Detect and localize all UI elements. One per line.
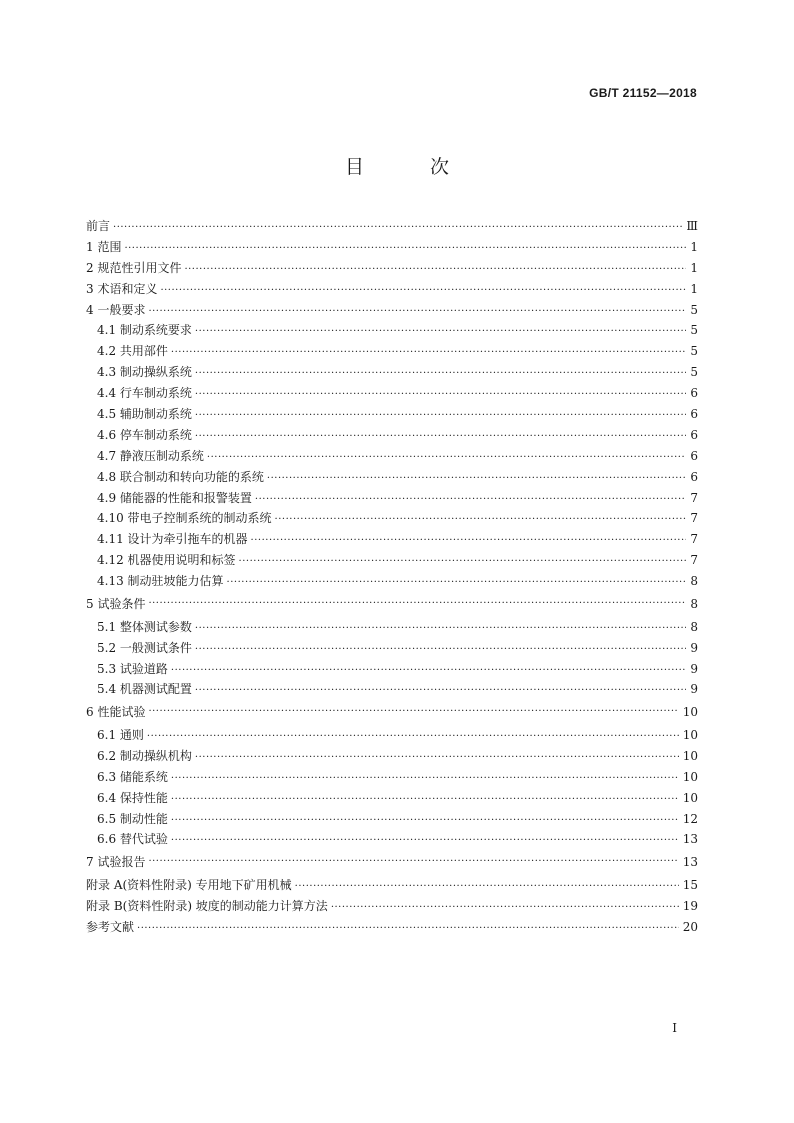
toc-entry[interactable] bbox=[86, 767, 698, 788]
toc-entry-page: 1 bbox=[690, 281, 698, 296]
toc-entry-page: 9 bbox=[690, 640, 698, 655]
toc-entry-title: 7 试验报告 bbox=[86, 855, 146, 870]
toc-entry-page: 6 bbox=[690, 448, 698, 463]
dot-leader bbox=[195, 406, 686, 427]
toc-entry[interactable] bbox=[86, 362, 698, 383]
toc-entry-title: 4.2 共用部件 bbox=[97, 344, 168, 359]
toc-entry-page: 6 bbox=[690, 407, 698, 422]
toc-entry-title: 5.2 一般测试条件 bbox=[97, 640, 192, 655]
toc-entry[interactable] bbox=[86, 788, 698, 809]
dot-leader bbox=[195, 748, 679, 769]
toc-entry[interactable] bbox=[86, 258, 698, 279]
toc-entry[interactable] bbox=[86, 300, 698, 321]
dot-leader bbox=[171, 790, 679, 811]
dot-leader bbox=[331, 898, 679, 919]
toc-entry[interactable] bbox=[86, 850, 698, 875]
toc-entry-title: 4.4 行车制动系统 bbox=[97, 386, 192, 401]
dot-leader bbox=[295, 877, 679, 898]
toc-entry-title: 6.1 通则 bbox=[97, 727, 144, 742]
toc-entry-title: 附录 A(资料性附录) 专用地下矿用机械 bbox=[86, 878, 292, 892]
dot-leader bbox=[195, 427, 686, 448]
toc-entry-title: 5 试验条件 bbox=[86, 597, 146, 612]
toc-entry-page: 5 bbox=[690, 323, 698, 338]
dot-leader bbox=[195, 640, 686, 661]
document-code: GB/T 21152—2018 bbox=[589, 86, 697, 100]
toc-entry-page: 6 bbox=[690, 469, 698, 484]
toc-entry-title: 6.5 制动性能 bbox=[97, 811, 168, 826]
toc-entry-title: 4.8 联合制动和转向功能的系统 bbox=[97, 469, 264, 484]
toc-entry-page: 20 bbox=[682, 919, 698, 934]
dot-leader bbox=[148, 850, 678, 875]
dot-leader bbox=[195, 364, 686, 385]
toc-entry[interactable] bbox=[86, 488, 698, 509]
toc-entry-page: 10 bbox=[682, 769, 698, 784]
dot-leader bbox=[184, 260, 686, 281]
table-of-contents bbox=[86, 216, 698, 938]
toc-entry-page: 6 bbox=[690, 427, 698, 442]
dot-leader bbox=[207, 448, 686, 469]
dot-leader bbox=[195, 681, 686, 702]
toc-entry-title: 4.7 静液压制动系统 bbox=[97, 448, 204, 463]
toc-entry-page: 15 bbox=[682, 878, 698, 892]
toc-entry[interactable] bbox=[86, 700, 698, 725]
page-title: 目 次 bbox=[344, 156, 480, 178]
toc-entry-page: 19 bbox=[682, 898, 698, 913]
toc-entry-page: 8 bbox=[690, 574, 698, 589]
toc-entry[interactable] bbox=[86, 320, 698, 341]
toc-entry-title: 5.4 机器测试配置 bbox=[97, 682, 192, 697]
dot-leader bbox=[137, 919, 679, 940]
toc-entry[interactable] bbox=[86, 746, 698, 767]
toc-entry-title: 附录 B(资料性附录) 坡度的制动能力计算方法 bbox=[86, 898, 328, 913]
toc-entry-page: 10 bbox=[682, 748, 698, 763]
dot-leader bbox=[171, 661, 686, 682]
toc-entry-title: 5.1 整体测试参数 bbox=[97, 619, 192, 634]
toc-entry-page: 7 bbox=[690, 553, 698, 568]
dot-leader bbox=[267, 469, 686, 490]
toc-entry-title: 6.6 替代试验 bbox=[97, 832, 168, 847]
toc-entry-page: 10 bbox=[682, 705, 698, 720]
toc-entry-title: 4.13 制动驻坡能力估算 bbox=[97, 574, 224, 589]
dot-leader bbox=[251, 531, 687, 552]
dot-leader bbox=[255, 490, 686, 511]
toc-entry-title: 6.4 保持性能 bbox=[97, 790, 168, 805]
toc-entry-title: 4.9 储能器的性能和报警装置 bbox=[97, 490, 252, 505]
dot-leader bbox=[148, 302, 686, 323]
toc-entry-title: 4.6 停车制动系统 bbox=[97, 427, 192, 442]
dot-leader bbox=[239, 552, 687, 573]
dot-leader bbox=[171, 769, 679, 790]
dot-leader bbox=[195, 322, 686, 343]
toc-entry[interactable] bbox=[86, 875, 698, 896]
toc-entry-title: 4.3 制动操纵系统 bbox=[97, 365, 192, 380]
toc-entry-page: 5 bbox=[690, 302, 698, 317]
toc-entry-page: Ⅲ bbox=[686, 219, 698, 233]
toc-entry-title: 4.12 机器使用说明和标签 bbox=[97, 553, 236, 568]
toc-entry[interactable] bbox=[86, 617, 698, 638]
toc-entry[interactable] bbox=[86, 550, 698, 571]
toc-entry-title: 前言 bbox=[86, 219, 111, 233]
toc-entry-page: 8 bbox=[690, 597, 698, 612]
toc-entry[interactable] bbox=[86, 659, 698, 680]
toc-entry[interactable] bbox=[86, 592, 698, 617]
toc-entry[interactable] bbox=[86, 341, 698, 362]
toc-entry-title: 4.11 设计为牵引拖车的机器 bbox=[97, 532, 248, 547]
toc-entry-page: 7 bbox=[690, 511, 698, 526]
toc-entry-page: 9 bbox=[690, 682, 698, 697]
dot-leader bbox=[195, 619, 686, 640]
dot-leader bbox=[124, 239, 686, 260]
toc-entry[interactable] bbox=[86, 508, 698, 529]
toc-entry[interactable] bbox=[86, 425, 698, 446]
toc-entry[interactable] bbox=[86, 638, 698, 659]
toc-entry-title: 6.2 制动操纵机构 bbox=[97, 748, 192, 763]
dot-leader bbox=[171, 343, 686, 364]
toc-entry-title: 1 范围 bbox=[86, 239, 122, 254]
toc-entry-page: 9 bbox=[690, 661, 698, 676]
dot-leader bbox=[171, 811, 679, 832]
toc-entry[interactable] bbox=[86, 917, 698, 938]
toc-entry-title: 3 术语和定义 bbox=[86, 281, 158, 296]
page-number: I bbox=[672, 1021, 677, 1035]
toc-entry[interactable] bbox=[86, 571, 698, 592]
dot-leader bbox=[275, 510, 687, 531]
toc-entry-title: 6 性能试验 bbox=[86, 705, 146, 720]
toc-entry-page: 12 bbox=[682, 811, 698, 826]
toc-entry[interactable] bbox=[86, 237, 698, 258]
toc-entry-title: 4 一般要求 bbox=[86, 302, 146, 317]
toc-entry-page: 7 bbox=[690, 532, 698, 547]
toc-entry[interactable] bbox=[86, 896, 698, 917]
toc-entry-title: 参考文献 bbox=[86, 919, 135, 934]
toc-entry[interactable] bbox=[86, 529, 698, 550]
toc-entry-page: 8 bbox=[690, 619, 698, 634]
toc-entry-title: 4.5 辅助制动系统 bbox=[97, 407, 192, 422]
toc-entry[interactable] bbox=[86, 829, 698, 850]
dot-leader bbox=[113, 218, 682, 239]
dot-leader bbox=[171, 831, 679, 852]
toc-entry-page: 13 bbox=[682, 832, 698, 847]
toc-entry[interactable] bbox=[86, 809, 698, 830]
toc-entry-title: 4.1 制动系统要求 bbox=[97, 323, 192, 338]
toc-entry[interactable] bbox=[86, 679, 698, 700]
toc-entry-page: 7 bbox=[690, 490, 698, 505]
dot-leader bbox=[147, 727, 679, 748]
toc-entry[interactable] bbox=[86, 383, 698, 404]
dot-leader bbox=[148, 700, 678, 725]
toc-entry[interactable] bbox=[86, 216, 698, 237]
toc-entry-title: 4.10 带电子控制系统的制动系统 bbox=[97, 511, 272, 526]
toc-entry-title: 5.3 试验道路 bbox=[97, 661, 168, 676]
toc-entry[interactable] bbox=[86, 279, 698, 300]
toc-entry[interactable] bbox=[86, 446, 698, 467]
dot-leader bbox=[160, 281, 686, 302]
toc-entry[interactable] bbox=[86, 467, 698, 488]
toc-entry-page: 1 bbox=[690, 260, 698, 275]
toc-entry-page: 10 bbox=[682, 727, 698, 742]
toc-entry-page: 6 bbox=[690, 386, 698, 401]
dot-leader bbox=[195, 385, 686, 406]
toc-entry-page: 10 bbox=[682, 790, 698, 805]
toc-entry-page: 5 bbox=[690, 344, 698, 359]
dot-leader bbox=[227, 573, 687, 594]
toc-entry-page: 13 bbox=[682, 855, 698, 870]
toc-entry-title: 2 规范性引用文件 bbox=[86, 260, 182, 275]
toc-entry[interactable] bbox=[86, 725, 698, 746]
dot-leader bbox=[148, 592, 686, 617]
toc-entry-page: 1 bbox=[690, 239, 698, 254]
toc-entry[interactable] bbox=[86, 404, 698, 425]
toc-entry-title: 6.3 储能系统 bbox=[97, 769, 168, 784]
toc-entry-page: 5 bbox=[690, 365, 698, 380]
